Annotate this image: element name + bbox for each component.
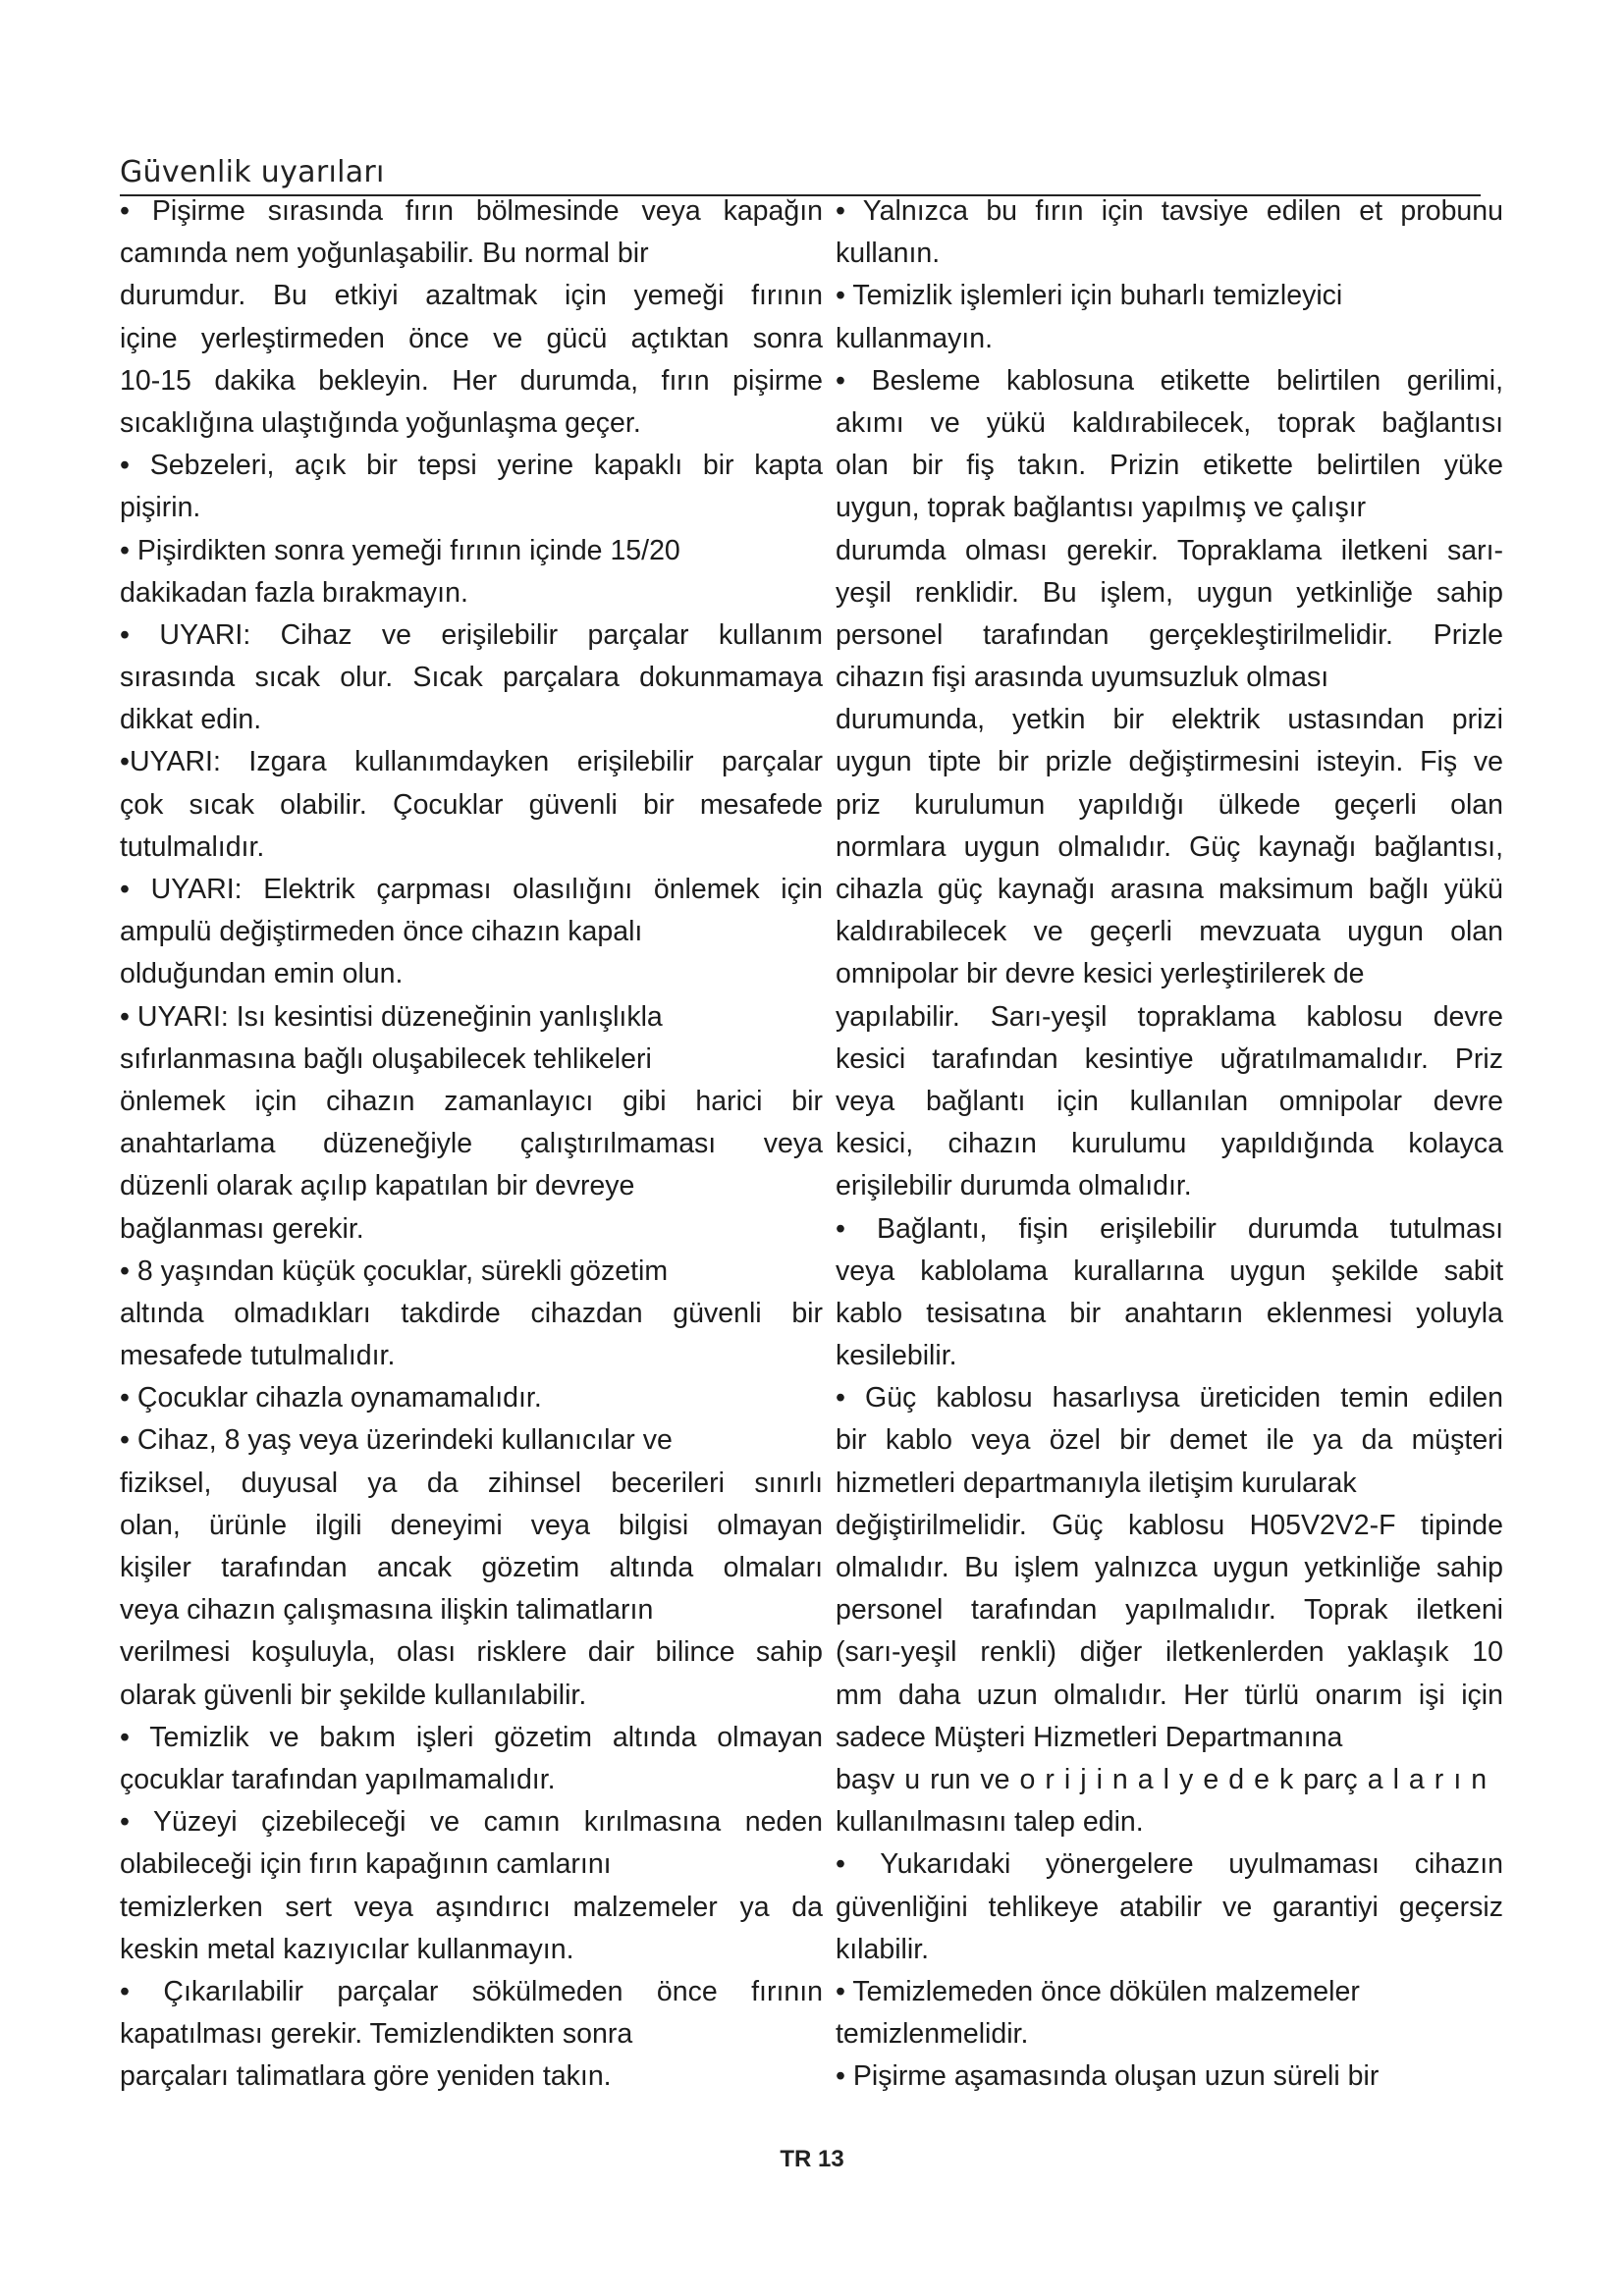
page-number: TR 13 — [780, 2146, 844, 2172]
text-line: tutulmalıdır. — [120, 830, 265, 863]
text-line: altında olmadıkları takdirde cihazdan güvenli bir — [120, 1297, 823, 1329]
text-line: • Güç kablosu hasarlıysa üreticiden temin edilen — [836, 1382, 1503, 1415]
text-line: (sarı-yeşil renkli) diğer iletkenlerden yaklaşık 10 — [836, 1636, 1503, 1669]
text-line: • UYARI: Isı kesintisi düzeneğinin yanlışlıkla — [120, 1000, 663, 1033]
text-line: içine yerleştirmeden önce ve gücü açtıktan sonra — [120, 322, 823, 354]
text-line: veya cihazın çalışmasına ilişkin talimatların — [120, 1594, 654, 1627]
text-line: • Yalnızca bu fırın için tavsiye edilen et probunu — [836, 195, 1503, 227]
text-line: kullanılmasını talep edin. — [836, 1806, 1144, 1839]
text-line: •UYARI: Izgara kullanımdayken erişilebilir parçalar — [120, 746, 823, 778]
text-line: • Yüzeyi çizebileceği ve camın kırılmasına neden — [120, 1806, 823, 1839]
text-line: fiziksel, duyusal ya da zihinsel becerileri sınırlı — [120, 1467, 823, 1499]
text-line: düzenli olarak açılıp kapatılan bir devreye — [120, 1170, 635, 1202]
text-line: personel tarafından gerçekleştirilmelidir. Prizle — [836, 618, 1503, 651]
text-line: uygun, toprak bağlantısı yapılmış ve çalışır — [836, 492, 1367, 524]
text-line: • Besleme kablosuna etikette belirtilen gerilimi, — [836, 364, 1503, 397]
text-line: olan, ürünle ilgili deneyimi veya bilgisi olmayan — [120, 1509, 823, 1541]
text-line: priz kurulumun yapıldığı ülkede geçerli olan — [836, 788, 1503, 821]
text-line: cihazın fişi arasında uyumsuzluk olması — [836, 662, 1329, 694]
text-line: olan bir fiş takın. Prizin etikette belirtilen yüke — [836, 450, 1503, 482]
text-line: verilmesi koşuluyla, olası risklere dair bilince sahip — [120, 1636, 823, 1669]
text-line: kullanmayın. — [836, 322, 993, 354]
text-line: • 8 yaşından küçük çocuklar, sürekli gözetim — [120, 1255, 669, 1287]
text-line: • Pişirme sırasında fırın bölmesinde veya kapağın — [120, 195, 823, 227]
text-line: erişilebilir durumda olmalıdır. — [836, 1170, 1192, 1202]
text-line: kapatılması gerekir. Temizlendikten sonra — [120, 2018, 633, 2051]
text-line: dakikadan fazla bırakmayın. — [120, 576, 468, 609]
text-line: bir kablo veya özel bir demet ile ya da müşteri — [836, 1424, 1503, 1457]
text-line: sadece Müşteri Hizmetleri Departmanına — [836, 1721, 1343, 1753]
text-line: mm daha uzun olmalıdır. Her türlü onarım işi için — [836, 1679, 1503, 1711]
text-line: normlara uygun olmalıdır. Güç kaynağı bağlantısı, — [836, 830, 1503, 863]
text-line: sıcaklığına ulaştığında yoğunlaşma geçer. — [120, 406, 641, 439]
text-line: güvenliğini tehlikeye atabilir ve garantiyi geçersiz — [836, 1891, 1503, 1923]
text-line: durumda olması gerekir. Topraklama iletkeni sarı- — [836, 534, 1503, 566]
text-line: çocuklar tarafından yapılmamalıdır. — [120, 1763, 556, 1795]
left-column — [120, 190, 823, 2098]
text-line: • Temizlik işlemleri için buharlı temizleyici — [836, 280, 1343, 312]
text-line: yapılabilir. Sarı-yeşil topraklama kablosu devre — [836, 1000, 1503, 1033]
text-line: pişirin. — [120, 492, 201, 524]
text-line: • Sebzeleri, açık bir tepsi yerine kapaklı bir kapta — [120, 450, 823, 482]
text-line: sırasında sıcak olur. Sıcak parçalara dokunmamaya — [120, 662, 823, 694]
text-line: yeşil renklidir. Bu işlem, uygun yetkinliğe sahip — [836, 576, 1503, 609]
text-line: olarak güvenli bir şekilde kullanılabilir. — [120, 1679, 587, 1711]
text-line: kesici, cihazın kurulumu yapıldığında kolayca — [836, 1128, 1503, 1160]
text-line: parçaları talimatlara göre yeniden takın. — [120, 2060, 612, 2093]
text-line: temizlerken sert veya aşındırıcı malzemeler ya da — [120, 1891, 823, 1923]
text-line: kullanın. — [836, 238, 941, 270]
section-title: Güvenlik uyarıları — [120, 153, 1481, 196]
text-line: omnipolar bir devre kesici yerleştirilerek de — [836, 958, 1365, 990]
text-line: personel tarafından yapılmalıdır. Toprak iletkeni — [836, 1594, 1503, 1627]
text-line: camında nem yoğunlaşabilir. Bu normal bir — [120, 238, 649, 270]
text-line: cihazla güç kaynağı arasına maksimum bağlı yükü — [836, 874, 1503, 905]
text-line: sıfırlanmasına bağlı oluşabilecek tehlikeleri — [120, 1042, 652, 1075]
text-line: kesici tarafından kesintiye uğratılmamalıdır. Priz — [836, 1042, 1503, 1075]
text-line: • Çocuklar cihazla oynamamalıdır. — [120, 1382, 542, 1415]
text-line: veya bağlantı için kullanılan omnipolar devre — [836, 1085, 1503, 1117]
text-line: dikkat edin. — [120, 704, 262, 736]
text-line: keskin metal kazıyıcılar kullanmayın. — [120, 1933, 574, 1965]
text-line: ampulü değiştirmeden önce cihazın kapalı — [120, 916, 643, 948]
text-line: • Pişirme aşamasında oluşan uzun süreli bir — [836, 2060, 1380, 2093]
text-line: 10-15 dakika bekleyin. Her durumda, fırın pişirme — [120, 364, 823, 397]
text-line: değiştirilmelidir. Güç kablosu H05V2V2-F tipinde — [836, 1509, 1503, 1541]
text-line: durumdur. Bu etkiyi azaltmak için yemeği fırının — [120, 280, 823, 312]
text-line: olmalıdır. Bu işlem yalnızca uygun yetkinliğe sahip — [836, 1552, 1503, 1583]
text-line: anahtarlama düzeneğiyle çalıştırılmaması veya — [120, 1128, 823, 1160]
text-line: • Yukarıdaki yönergelere uyulmaması cihazın — [836, 1848, 1503, 1881]
text-line: • Çıkarılabilir parçalar sökülmeden önce fırının — [120, 1975, 823, 2007]
text-line: önlemek için cihazın zamanlayıcı gibi harici bir — [120, 1085, 823, 1117]
text-line: bağlanması gerekir. — [120, 1212, 364, 1245]
text-line: kesilebilir. — [836, 1340, 957, 1372]
text-line: hizmetleri departmanıyla iletişim kurularak — [836, 1467, 1357, 1499]
text-line: akımı ve yükü kaldırabilecek, toprak bağlantısı — [836, 406, 1503, 439]
text-line: mesafede tutulmalıdır. — [120, 1340, 396, 1372]
text-line: • UYARI: Elektrik çarpması olasılığını önlemek için — [120, 874, 823, 905]
text-line: kişiler tarafından ancak gözetim altında olmaları — [120, 1552, 823, 1583]
text-line: çok sıcak olabilir. Çocuklar güvenli bir mesafede — [120, 788, 823, 821]
text-line: • Cihaz, 8 yaş veya üzerindeki kullanıcılar ve — [120, 1424, 673, 1457]
text-line: durumunda, yetkin bir elektrik ustasından prizi — [836, 704, 1503, 736]
text-line: • Temizlemeden önce dökülen malzemeler — [836, 1975, 1360, 2007]
right-column — [836, 190, 1503, 2098]
text-line: • Pişirdikten sonra yemeği fırının içinde 15/20 — [120, 534, 680, 566]
text-line: olduğundan emin olun. — [120, 958, 404, 990]
text-line: başv u run ve o r i j i n a l y e d e k parç a l a r ı n — [836, 1763, 1488, 1795]
text-line: temizlenmelidir. — [836, 2018, 1029, 2051]
text-line: olabileceği için fırın kapağının camlarını — [120, 1848, 612, 1881]
text-line: veya kablolama kurallarına uygun şekilde sabit — [836, 1255, 1503, 1287]
text-line: kaldırabilecek ve geçerli mevzuata uygun olan — [836, 916, 1503, 948]
text-line: • Temizlik ve bakım işleri gözetim altında olmayan — [120, 1721, 823, 1753]
text-line: uygun tipte bir prizle değiştirmesini isteyin. Fiş ve — [836, 746, 1503, 778]
text-line: kılabilir. — [836, 1933, 930, 1965]
text-line: • UYARI: Cihaz ve erişilebilir parçalar kullanım — [120, 618, 823, 651]
text-line: kablo tesisatına bir anahtarın eklenmesi yoluyla — [836, 1297, 1503, 1329]
text-line: • Bağlantı, fişin erişilebilir durumda tutulması — [836, 1212, 1503, 1245]
